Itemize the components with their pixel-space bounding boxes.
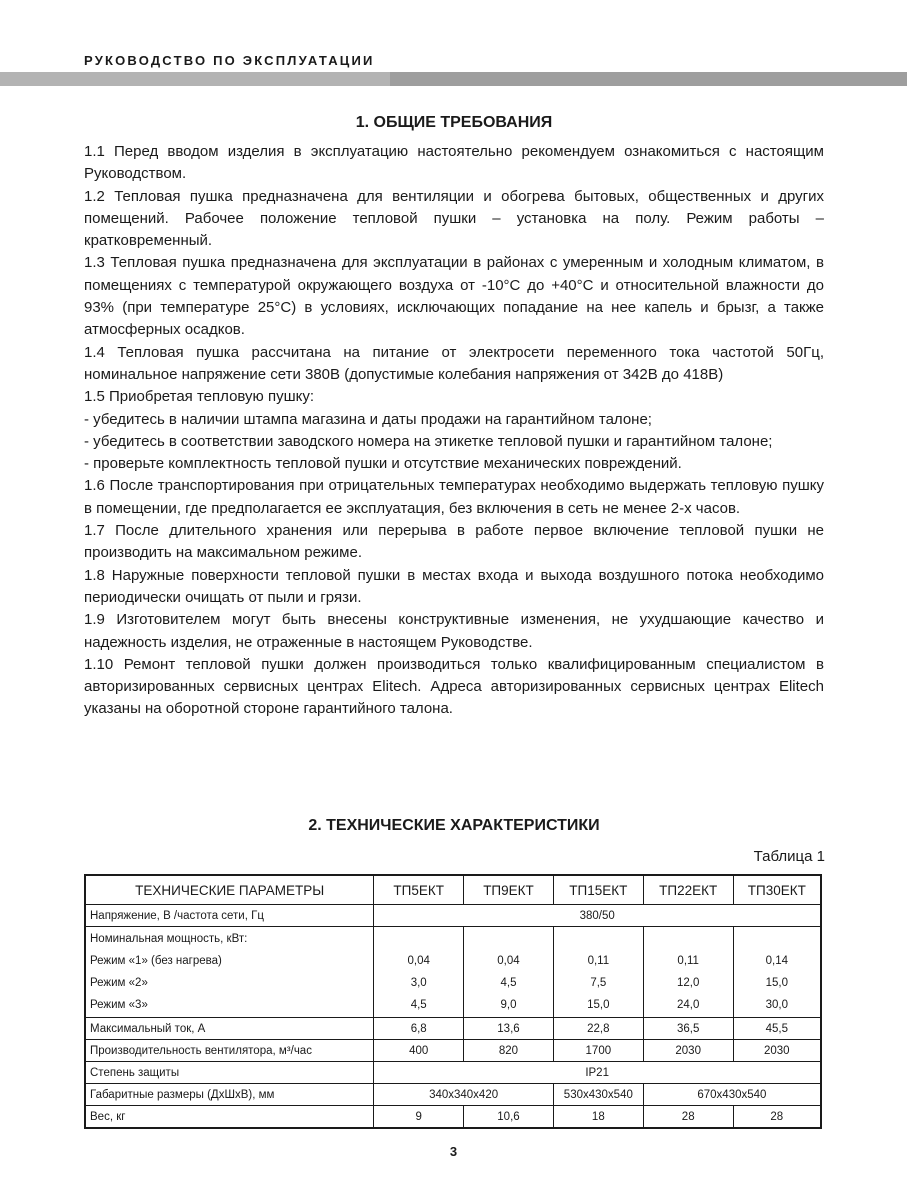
list-item-serial: - убедитесь в соответствии заводского номера на этикетке тепловой пушки и гарантийном талоне;	[84, 432, 773, 450]
column-header-tp5ekt: ТП5ЕКТ	[374, 875, 464, 905]
table-row-dimensions	[85, 1084, 821, 1106]
row-label: Максимальный ток, А	[85, 1018, 374, 1040]
table-cell: 2030	[733, 1040, 821, 1062]
mode-3-label: Режим «3»	[90, 999, 148, 1011]
table-cell: 13,6	[464, 1018, 554, 1040]
row-label: Габаритные размеры (ДхШхВ), мм	[85, 1084, 374, 1106]
column-header-params: ТЕХНИЧЕСКИЕ ПАРАМЕТРЫ	[85, 875, 374, 905]
table-cell: 670х430х540	[643, 1084, 821, 1106]
table-cell: 10,6	[464, 1106, 554, 1129]
power-cell-tp15ekt	[553, 927, 643, 1018]
table-cell: 18	[553, 1106, 643, 1129]
row-label: Вес, кг	[85, 1106, 374, 1129]
column-header-tp30ekt: ТП30ЕКТ	[733, 875, 821, 905]
specs-table	[84, 874, 822, 1129]
table-cell: 820	[464, 1040, 554, 1062]
table-cell: 3,0	[410, 977, 427, 989]
power-heading: Номинальная мощность, кВт:	[90, 933, 248, 945]
table-cell	[648, 928, 729, 950]
table-label: Таблица 1	[753, 848, 825, 865]
table-cell: 1700	[553, 1040, 643, 1062]
table-cell: 530х430х540	[553, 1084, 643, 1106]
table-row-power	[85, 927, 821, 1018]
running-header: РУКОВОДСТВО ПО ЭКСПЛУАТАЦИИ	[84, 53, 375, 68]
table-cell	[468, 928, 549, 950]
paragraph-1-8: 1.8 Наружные поверхности тепловой пушки в местах входа и выхода воздушного потока необходимо периодически очищать от пыли и грязи.	[84, 566, 824, 606]
header-bar	[0, 72, 907, 86]
paragraph-1-10: 1.10 Ремонт тепловой пушки должен производиться только квалифицированным специалистом в авторизированных сервисных центрах Elitech. Адреса авторизированных сервисных центрах Elitech указаны на оборотной стороне гарантийного талона.	[84, 655, 824, 718]
column-header-tp9ekt: ТП9ЕКТ	[464, 875, 554, 905]
page-number: 3	[449, 1144, 458, 1159]
table-cell: 15,0	[587, 999, 610, 1011]
table-cell: 9,0	[500, 999, 517, 1011]
table-cell: 7,5	[590, 977, 607, 989]
paragraph-1-1: 1.1 Перед вводом изделия в эксплуатацию настоятельно рекомендуем ознакомиться с настоящим Руководством.	[84, 143, 824, 183]
section-1-title: 1. ОБЩИЕ ТРЕБОВАНИЯ	[355, 114, 553, 131]
table-cell: 12,0	[677, 977, 700, 989]
list-item-completeness: - проверьте комплектность тепловой пушки и отсутствие механических повреждений.	[84, 455, 682, 473]
row-label: Производительность вентилятора, м³/час	[85, 1040, 374, 1062]
table-row-airflow	[85, 1040, 821, 1062]
table-header-row	[85, 875, 821, 905]
row-label-power	[85, 927, 374, 1018]
table-cell: IP21	[374, 1062, 821, 1084]
mode-2-label: Режим «2»	[90, 977, 148, 989]
table-row-voltage	[85, 905, 821, 927]
table-cell: 0,11	[587, 955, 610, 967]
section-1-body	[84, 141, 824, 721]
table-cell: 4,5	[500, 977, 517, 989]
table-cell: 15,0	[765, 977, 788, 989]
power-cell-tp22ekt	[643, 927, 733, 1018]
mode-1-label: Режим «1» (без нагрева)	[90, 955, 222, 967]
section-2-title: 2. ТЕХНИЧЕСКИЕ ХАРАКТЕРИСТИКИ	[308, 817, 600, 834]
table-cell: 6,8	[374, 1018, 464, 1040]
paragraph-1-6: 1.6 После транспортирования при отрицательных температурах необходимо выдержать тепловую пушку в помещении, где предполагается ее эксплуатация, без включения в сеть не менее 2-х часов.	[84, 477, 824, 517]
paragraph-1-4: 1.4 Тепловая пушка рассчитана на питание от электросети переменного тока частотой 50Гц, номинальное напряжение сети 380В (допустимые колебания напряжения от 342В до 418В)	[84, 343, 824, 383]
power-cell-tp9ekt	[464, 927, 554, 1018]
table-cell: 340х340х420	[374, 1084, 554, 1106]
table-cell: 36,5	[643, 1018, 733, 1040]
paragraph-1-5: 1.5 Приобретая тепловую пушку:	[84, 388, 315, 406]
table-cell: 0,14	[765, 955, 788, 967]
table-cell: 0,04	[497, 955, 520, 967]
column-header-tp15ekt: ТП15ЕКТ	[553, 875, 643, 905]
paragraph-1-7: 1.7 После длительного хранения или перерыва в работе первое включение тепловой пушки не производить на максимальном режиме.	[84, 522, 824, 562]
row-label: Напряжение, В /частота сети, Гц	[85, 905, 374, 927]
list-item-stamp: - убедитесь в наличии штампа магазина и даты продажи на гарантийном талоне;	[84, 410, 652, 428]
table-cell: 28	[733, 1106, 821, 1129]
table-cell	[558, 928, 639, 950]
row-label: Степень защиты	[85, 1062, 374, 1084]
table-cell: 380/50	[374, 905, 821, 927]
table-cell: 45,5	[733, 1018, 821, 1040]
power-cell-tp5ekt	[374, 927, 464, 1018]
table-cell: 30,0	[765, 999, 788, 1011]
table-cell: 4,5	[410, 999, 427, 1011]
table-row-protection	[85, 1062, 821, 1084]
table-row-weight	[85, 1106, 821, 1129]
table-cell: 22,8	[553, 1018, 643, 1040]
table-cell	[378, 928, 459, 950]
table-cell: 2030	[643, 1040, 733, 1062]
table-cell: 0,11	[677, 955, 699, 967]
table-cell: 9	[374, 1106, 464, 1129]
table-cell	[738, 928, 816, 950]
power-cell-tp30ekt	[733, 927, 821, 1018]
paragraph-1-3: 1.3 Тепловая пушка предназначена для эксплуатации в районах с умеренным и холодным климатом, в помещениях с температурой окружающего воздуха от -10°С до +40°С и относительной влажности до 93% (при температуре 25°С) в условиях, исключающих попадание на нее капель и брызг, а также атмосферных осадков.	[84, 254, 824, 339]
table-cell: 24,0	[677, 999, 700, 1011]
table-cell: 400	[374, 1040, 464, 1062]
table-cell: 0,04	[407, 955, 430, 967]
paragraph-1-9: 1.9 Изготовителем могут быть внесены конструктивные изменения, не ухудшающие качество и надежность изделия, не отраженные в настоящем Руководстве.	[84, 611, 824, 651]
paragraph-1-2: 1.2 Тепловая пушка предназначена для вентиляции и обогрева бытовых, общественных и других помещений. Рабочее положение тепловой пушки – установка на полу. Режим работы – кратковременный.	[84, 187, 824, 250]
table-cell: 28	[643, 1106, 733, 1129]
column-header-tp22ekt: ТП22ЕКТ	[643, 875, 733, 905]
table-row-current	[85, 1018, 821, 1040]
